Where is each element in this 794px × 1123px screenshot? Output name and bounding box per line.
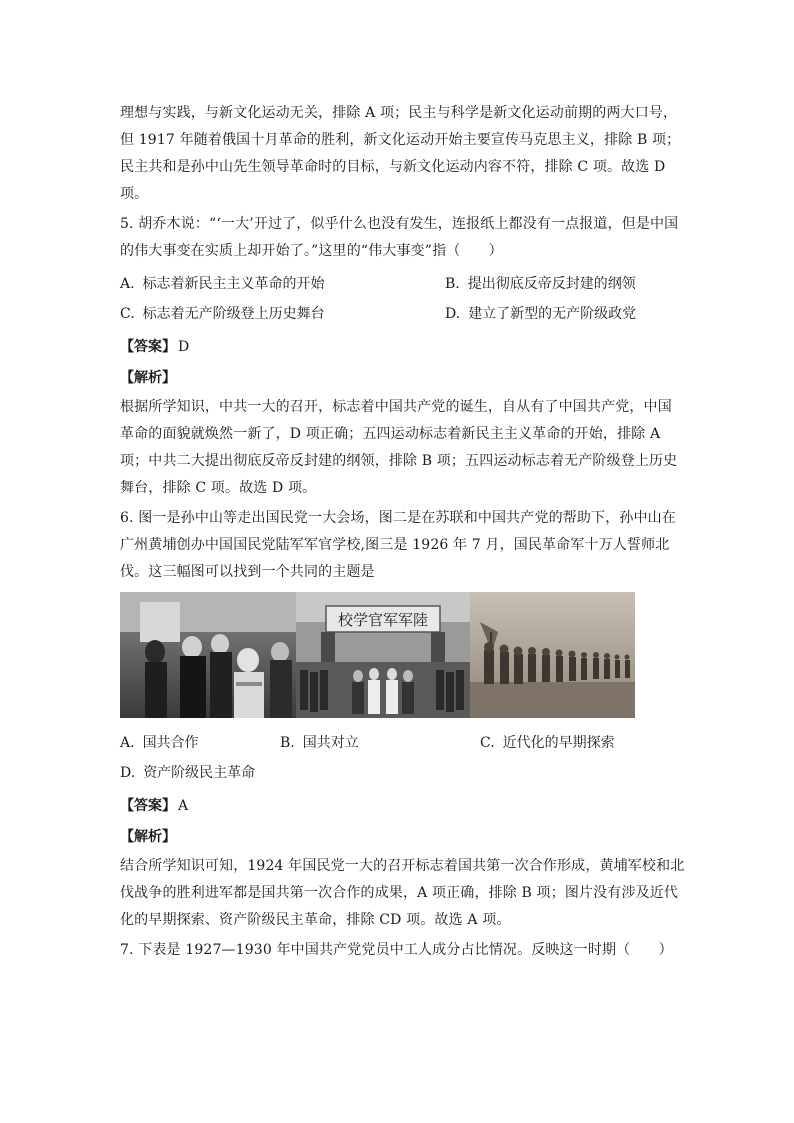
option-letter: A. — [120, 276, 135, 292]
answer-value: D — [178, 339, 190, 355]
q7-stem — [120, 937, 680, 964]
q6-analysis — [120, 853, 685, 934]
q5-option-a — [120, 269, 445, 299]
option-text: 近代化的早期探索 — [502, 735, 615, 751]
option-letter: D. — [120, 765, 136, 781]
option-text: 建立了新型的无产阶级政党 — [468, 306, 637, 322]
option-letter: A. — [120, 735, 135, 751]
text-line: 革命的面貌就焕然一新了，D 项正确；五四运动标志着新民主主义革命的开始，排除 A — [120, 426, 661, 442]
q6-option-b — [280, 728, 480, 758]
text-line: 7. 下表是 1927—1930 年中国共产党党员中工人成分占比情况。反映这一时期（ ） — [120, 942, 673, 958]
text-line: 5. 胡乔木说：“‘一大’开过了，似乎什么也没有发生，连报纸上都没有一点报道，但是中国 — [120, 216, 679, 232]
q5-analysis-label: 【解析】 — [120, 370, 176, 386]
option-text: 资产阶级民主革命 — [143, 765, 256, 781]
text-line: 根据所学知识，中共一大的召开，标志着中国共产党的诞生，自从有了中国共产党，中国 — [120, 399, 672, 415]
option-letter: C. — [120, 306, 135, 322]
document-page — [120, 100, 685, 967]
text-line: 6. 图一是孙中山等走出国民党一大会场，图二是在苏联和中国共产党的帮助下，孙中山在 — [120, 510, 676, 526]
text-line: 伐。这三幅图可以找到一个共同的主题是 — [120, 564, 375, 580]
q6-options — [120, 728, 680, 788]
text-line: 伐战争的胜利进军都是国共第一次合作的成果，A 项正确，排除 B 项；图片没有涉及近代 — [120, 885, 679, 901]
q5-options — [120, 269, 680, 329]
prev-explanation — [120, 100, 680, 208]
photo-northern-expedition — [470, 592, 635, 718]
q5-option-b — [445, 269, 675, 299]
text-line: 化的早期探索、资产阶级民主革命，排除 CD 项。故选 A 项。 — [120, 912, 511, 928]
option-text: 国共对立 — [302, 735, 359, 751]
q6-stem — [120, 505, 680, 586]
option-text: 标志着无产阶级登上历史舞台 — [142, 306, 325, 322]
option-letter: B. — [445, 276, 460, 292]
text-line: 但 1917 年随着俄国十月革命的胜利，新文化运动开始主要宣传马克思主义，排除 B 项； — [120, 132, 681, 148]
q6-option-d — [120, 758, 320, 788]
photo-whampoa-gate — [296, 592, 470, 718]
q5-option-d — [445, 299, 675, 329]
q6-option-c — [480, 728, 640, 758]
text-line: 民主共和是孙中山先生领导革命时的目标，与新文化运动内容不符，排除 C 项。故选 D — [120, 159, 666, 175]
answer-label: 【答案】 — [120, 339, 176, 355]
answer-label: 【答案】 — [120, 798, 176, 814]
q5-answer — [120, 332, 680, 363]
photo-congress-exit — [120, 592, 296, 718]
text-line: 广州黄埔创办中国国民党陆军军官学校,图三是 1926 年 7 月，国民革命军十万人誓师北 — [120, 537, 670, 553]
q5-analysis — [120, 394, 680, 502]
text-line: 项；中共二大提出彻底反帝反封建的纲领，排除 B 项；五四运动标志着无产阶级登上历史 — [120, 453, 678, 469]
option-text: 国共合作 — [142, 735, 199, 751]
text-line: 结合所学知识可知，1924 年国民党一大的召开标志着国共第一次合作形成，黄埔军校和北 — [120, 858, 685, 874]
text-line: 舞台，排除 C 项。故选 D 项。 — [120, 480, 317, 496]
option-letter: B. — [280, 735, 295, 751]
q6-answer — [120, 791, 680, 822]
option-text: 提出彻底反帝反封建的纲领 — [467, 276, 636, 292]
option-text: 标志着新民主主义革命的开始 — [142, 276, 325, 292]
academy-sign-text: 校学官军军陸 — [337, 611, 429, 629]
option-letter: D. — [445, 306, 461, 322]
q6-analysis-label: 【解析】 — [120, 829, 176, 845]
q5-option-c — [120, 299, 445, 329]
option-letter: C. — [480, 735, 495, 751]
text-line: 项。 — [120, 186, 149, 202]
q5-stem — [120, 211, 680, 265]
answer-value: A — [178, 798, 189, 814]
q6-photo-strip — [120, 592, 680, 718]
q6-option-a — [120, 728, 280, 758]
text-line: 的伟大事变在实质上却开始了。”这里的“伟大事变”指（ ） — [120, 243, 503, 259]
text-line: 理想与实践，与新文化运动无关，排除 A 项；民主与科学是新文化运动前期的两大口号， — [120, 105, 678, 121]
